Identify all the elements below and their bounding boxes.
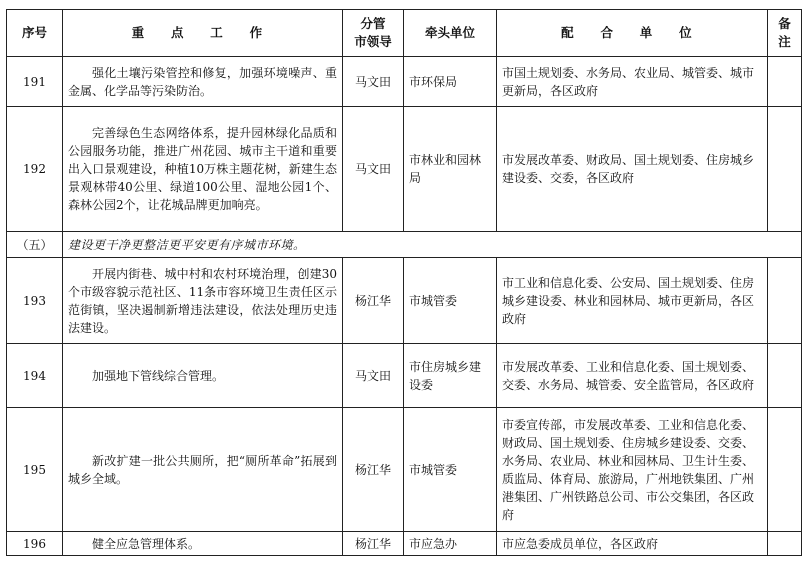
table-row bbox=[7, 408, 802, 532]
row-task: 开展内街巷、城中村和农村环境治理，创建30个市级容貌示范社区、11条市容环境卫生责任区示范街镇，坚决遏制新增违法建设，依法处理历史违法建设。 bbox=[63, 258, 343, 344]
row-task: 加强地下管线综合管理。 bbox=[63, 344, 343, 408]
row-leader: 马文田 bbox=[343, 107, 404, 232]
row-lead-unit: 市林业和园林局 bbox=[404, 107, 497, 232]
row-task: 新改扩建一批公共厕所，把“厕所革命”拓展到城乡全域。 bbox=[63, 408, 343, 532]
row-leader: 杨江华 bbox=[343, 408, 404, 532]
row-no: 192 bbox=[7, 107, 63, 232]
table-row bbox=[7, 344, 802, 408]
header-leader-line2: 市领导 bbox=[354, 34, 392, 49]
row-no: 194 bbox=[7, 344, 63, 408]
row-note bbox=[768, 107, 802, 232]
row-lead-unit: 市城管委 bbox=[404, 258, 497, 344]
row-coop-units: 市应急委成员单位，各区政府 bbox=[497, 532, 768, 556]
row-note bbox=[768, 408, 802, 532]
row-lead-unit: 市城管委 bbox=[404, 408, 497, 532]
work-plan-table bbox=[6, 9, 802, 556]
table-row bbox=[7, 532, 802, 556]
header-lead-unit: 牵头单位 bbox=[404, 10, 497, 57]
row-coop-units: 市国土规划委、水务局、农业局、城管委、城市更新局，各区政府 bbox=[497, 57, 768, 107]
row-note bbox=[768, 57, 802, 107]
header-leader bbox=[343, 10, 404, 57]
row-leader: 马文田 bbox=[343, 344, 404, 408]
row-no: 193 bbox=[7, 258, 63, 344]
row-note bbox=[768, 344, 802, 408]
row-note bbox=[768, 532, 802, 556]
header-coop-units: 配 合 单 位 bbox=[497, 10, 768, 57]
header-no: 序号 bbox=[7, 10, 63, 57]
section-row bbox=[7, 232, 802, 258]
header-leader-line1: 分管 bbox=[360, 16, 386, 31]
row-no: 196 bbox=[7, 532, 63, 556]
row-coop-units: 市发展改革委、工业和信息化委、国土规划委、交委、水务局、城管委、安全监管局，各区政府 bbox=[497, 344, 768, 408]
row-lead-unit: 市环保局 bbox=[404, 57, 497, 107]
row-coop-units: 市委宣传部，市发展改革委、工业和信息化委、财政局、国土规划委、住房城乡建设委、交委、水务局、农业局、林业和园林局、卫生计生委、质监局、体育局、旅游局，广州地铁集团、广州港集团、广州铁路总公司、市公交集团，各区政府 bbox=[497, 408, 768, 532]
header-task: 重 点 工 作 bbox=[63, 10, 343, 57]
row-leader: 马文田 bbox=[343, 57, 404, 107]
header-row bbox=[7, 10, 802, 57]
table-row bbox=[7, 258, 802, 344]
row-task: 完善绿色生态网络体系，提升园林绿化品质和公园服务功能，推进广州花园、城市主干道和重要出入口景观建设，种植10万株主题花树，新建生态景观林带40公里、绿道100公里、湿地公园1个、森林公园2个，让花城品牌更加响亮。 bbox=[63, 107, 343, 232]
row-note bbox=[768, 258, 802, 344]
row-lead-unit: 市住房城乡建设委 bbox=[404, 344, 497, 408]
row-no: 195 bbox=[7, 408, 63, 532]
header-note: 备注 bbox=[768, 10, 802, 57]
section-title: 建设更干净更整洁更平安更有序城市环境。 bbox=[63, 232, 802, 258]
table-row bbox=[7, 107, 802, 232]
row-task: 健全应急管理体系。 bbox=[63, 532, 343, 556]
table-row bbox=[7, 57, 802, 107]
row-coop-units: 市工业和信息化委、公安局、国土规划委、住房城乡建设委、林业和园林局、城市更新局，各区政府 bbox=[497, 258, 768, 344]
row-leader: 杨江华 bbox=[343, 258, 404, 344]
row-task: 强化土壤污染管控和修复，加强环境噪声、重金属、化学品等污染防治。 bbox=[63, 57, 343, 107]
row-coop-units: 市发展改革委、财政局、国土规划委、住房城乡建设委、交委，各区政府 bbox=[497, 107, 768, 232]
row-lead-unit: 市应急办 bbox=[404, 532, 497, 556]
row-leader: 杨江华 bbox=[343, 532, 404, 556]
row-no: 191 bbox=[7, 57, 63, 107]
section-label: （五） bbox=[7, 232, 63, 258]
